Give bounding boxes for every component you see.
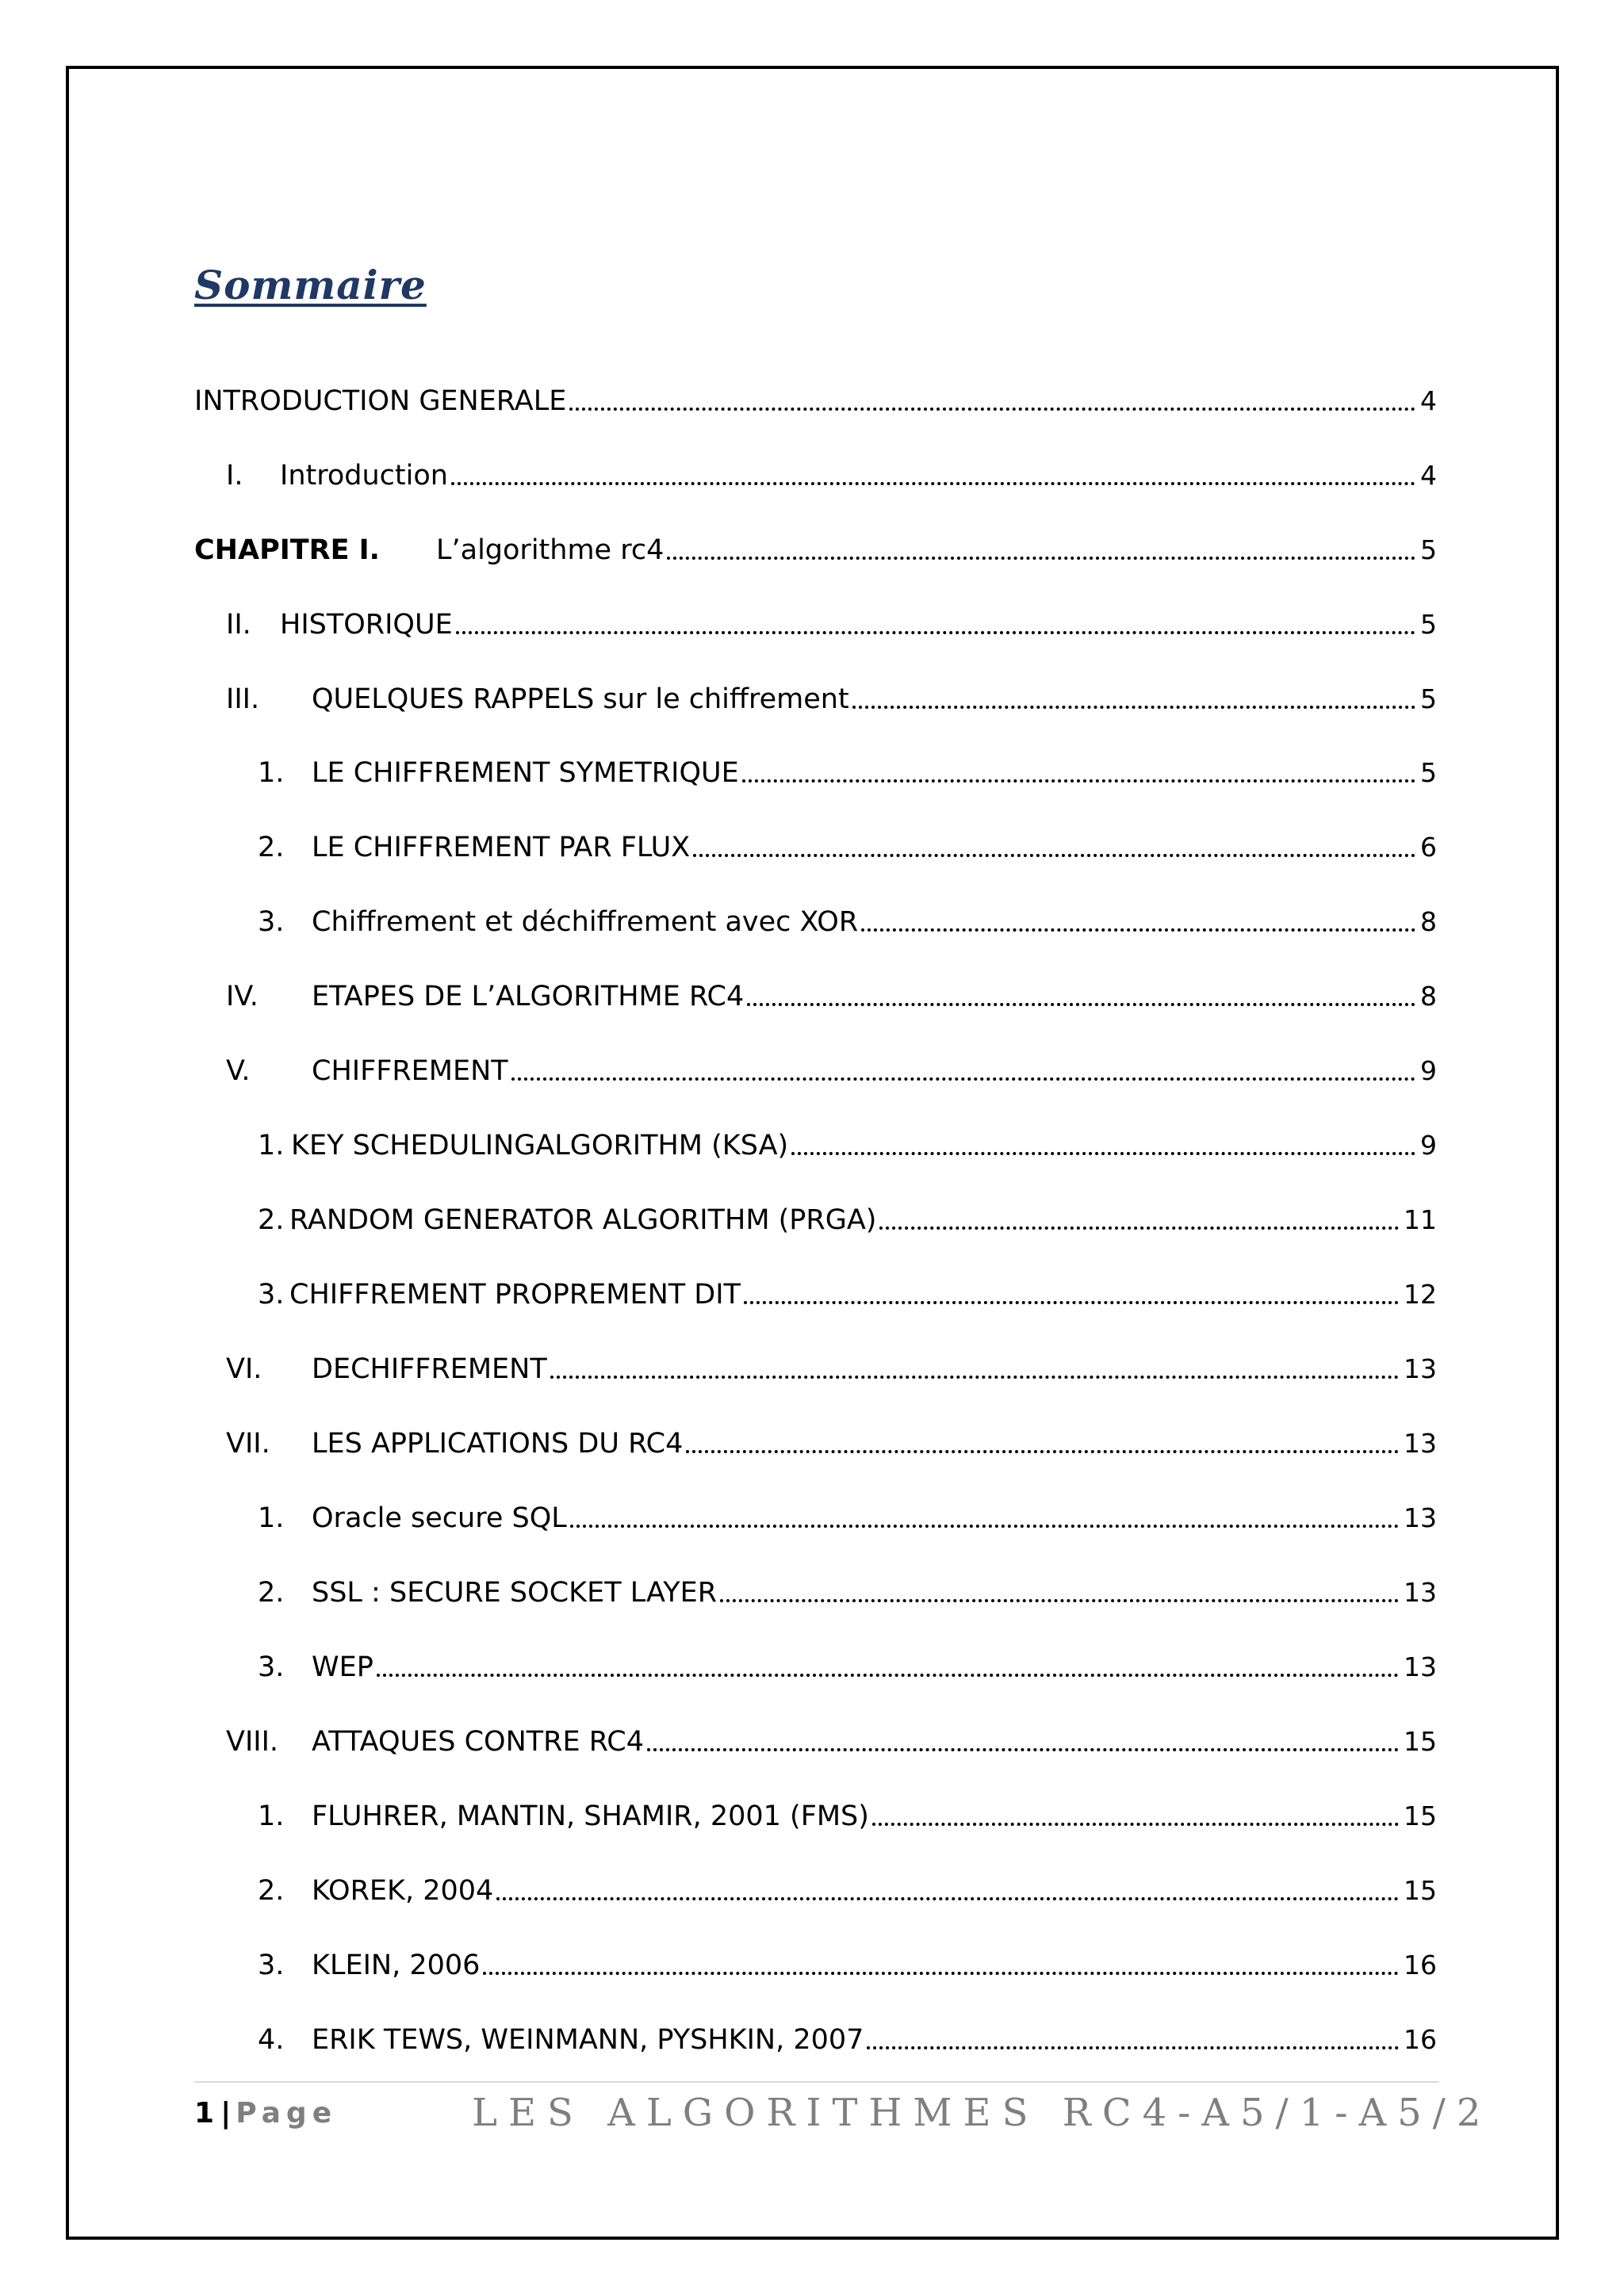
toc-entry-text: Introduction (280, 460, 448, 492)
toc-entry-page: 15 (1404, 1800, 1437, 1831)
toc-leader-dots (747, 1003, 1415, 1006)
toc-entry[interactable] (194, 521, 1437, 568)
toc-entry-text: KOREK, 2004 (312, 1875, 494, 1907)
toc-entry-page: 12 (1404, 1279, 1437, 1310)
toc-entry-text: LE CHIFFREMENT SYMETRIQUE (312, 757, 739, 789)
toc-entry[interactable] (194, 967, 1437, 1015)
toc-entry[interactable] (194, 595, 1437, 643)
toc-entry-page: 5 (1420, 534, 1437, 565)
toc-entry[interactable] (194, 2011, 1437, 2058)
toc-entry-number: VIII. (226, 1726, 279, 1758)
toc-leader-dots (744, 1301, 1399, 1304)
toc-entry-text: LES APPLICATIONS DU RC4 (312, 1428, 684, 1460)
toc-entry[interactable] (194, 818, 1437, 866)
toc-entry-page: 11 (1404, 1204, 1437, 1235)
toc-entry-number: II. (226, 609, 251, 641)
toc-entry-number: 3. (258, 1279, 285, 1311)
toc-entry-page: 4 (1420, 460, 1437, 491)
toc-leader-dots (550, 1376, 1399, 1379)
toc-entry-number: 2. (258, 832, 285, 863)
toc-leader-dots (667, 557, 1415, 560)
toc-entry-page: 13 (1404, 1428, 1437, 1459)
toc-entry-text: Chiffrement et déchiffrement avec XOR (312, 906, 859, 938)
toc-entry-text: L’algorithme rc4 (436, 534, 665, 566)
toc-entry-page: 13 (1404, 1577, 1437, 1608)
footer-page-label: Page (236, 2096, 338, 2130)
footer-separator: | (220, 2096, 232, 2130)
toc-entry-text: FLUHRER, MANTIN, SHAMIR, 2001 (FMS) (312, 1800, 869, 1832)
toc-leader-dots (456, 631, 1415, 634)
toc-entry-text: WEP (312, 1651, 373, 1683)
toc-entry-number: 2. (258, 1204, 285, 1236)
toc-entry-text: CHIFFREMENT PROPREMENT DIT (289, 1279, 741, 1311)
toc-entry-text: ERIK TEWS, WEINMANN, PYSHKIN, 2007 (312, 2024, 864, 2056)
toc-entry-page: 6 (1420, 832, 1437, 863)
toc-entry[interactable] (194, 1265, 1437, 1313)
toc-leader-dots (686, 1450, 1399, 1453)
toc-leader-dots (570, 1525, 1399, 1528)
toc-entry[interactable] (194, 1489, 1437, 1536)
toc-entry-number: VI. (226, 1353, 262, 1385)
toc-entry-number: VII. (226, 1428, 270, 1460)
toc-entry-page: 4 (1420, 385, 1437, 416)
toc-leader-dots (720, 1599, 1399, 1602)
toc-entry[interactable] (194, 372, 1437, 419)
toc-entry-text: KLEIN, 2006 (312, 1950, 481, 1981)
toc-entry-text: LE CHIFFREMENT PAR FLUX (312, 832, 691, 863)
toc-entry-number: 2. (258, 1875, 285, 1907)
toc-entry[interactable] (194, 1862, 1437, 1909)
toc-entry[interactable] (194, 1414, 1437, 1462)
toc-entry[interactable] (194, 744, 1437, 791)
toc-entry-page: 16 (1404, 1950, 1437, 1980)
toc-leader-dots (511, 1077, 1415, 1081)
toc-leader-dots (879, 1226, 1399, 1230)
toc-leader-dots (867, 2046, 1399, 2049)
toc-entry-text: HISTORIQUE (280, 609, 453, 641)
toc-entry-number: 2. (258, 1577, 285, 1609)
toc-entry[interactable] (194, 670, 1437, 718)
toc-entry-number: III. (226, 683, 260, 715)
toc-entry-page: 5 (1420, 683, 1437, 714)
toc-entry-number: 1. (258, 1800, 285, 1832)
footer-divider (194, 2081, 1439, 2083)
toc-entry-page: 16 (1404, 2024, 1437, 2055)
toc-leader-dots (872, 1823, 1399, 1826)
toc-entry-page: 8 (1420, 906, 1437, 937)
toc-entry-text: RANDOM GENERATOR ALGORITHM (PRGA) (289, 1204, 877, 1236)
toc-leader-dots (569, 408, 1415, 411)
toc-entry-number: 3. (258, 906, 285, 938)
toc-entry[interactable] (194, 1191, 1437, 1238)
footer-document-title: LES ALGORITHMES RC4-A5/1-A5/2 (472, 2091, 1492, 2135)
toc-entry-text: DECHIFFREMENT (312, 1353, 547, 1385)
toc-entry[interactable] (194, 1638, 1437, 1686)
toc-leader-dots (791, 1152, 1415, 1155)
toc-entry-text: SSL : SECURE SOCKET LAYER (312, 1577, 718, 1609)
toc-entry-number: 3. (258, 1950, 285, 1981)
toc-leader-dots (496, 1897, 1399, 1900)
toc-entry[interactable] (194, 1712, 1437, 1760)
toc-leader-dots (742, 779, 1415, 783)
toc-entry-number: 4. (258, 2024, 285, 2056)
toc-entry[interactable] (194, 1042, 1437, 1089)
toc-entry[interactable] (194, 893, 1437, 940)
toc-entry-page: 13 (1404, 1502, 1437, 1533)
toc-entry-text: Oracle secure SQL (312, 1502, 567, 1534)
toc-entry-number: 1. (258, 757, 285, 789)
toc-entry-text: INTRODUCTION GENERALE (194, 385, 567, 417)
toc-entry-text: ATTAQUES CONTRE RC4 (312, 1726, 644, 1758)
toc-entry-text: CHIFFREMENT (312, 1055, 508, 1087)
toc-entry-page: 5 (1420, 609, 1437, 640)
toc-leader-dots (483, 1972, 1399, 1975)
toc-leader-dots (852, 706, 1415, 709)
toc-leader-dots (693, 854, 1415, 857)
toc-entry-number: I. (226, 460, 243, 492)
toc-entry-number: 3. (258, 1651, 285, 1683)
toc-leader-dots (377, 1674, 1399, 1677)
toc-entry-page: 8 (1420, 981, 1437, 1012)
footer-page-number: 1 (194, 2096, 215, 2130)
toc-entry-number: 1. (258, 1502, 285, 1534)
toc-entry-text: KEY SCHEDULINGALGORITHM (KSA) (291, 1130, 789, 1161)
toc-entry-number: V. (226, 1055, 251, 1087)
toc-entry-page: 13 (1404, 1651, 1437, 1682)
toc-entry-page: 9 (1420, 1055, 1437, 1086)
toc-entry[interactable] (194, 1116, 1437, 1164)
toc-entry[interactable] (194, 1787, 1437, 1835)
toc-entry-number: IV. (226, 981, 259, 1012)
toc-leader-dots (647, 1748, 1399, 1751)
page-title: Sommaire (194, 262, 427, 308)
toc-entry-page: 5 (1420, 757, 1437, 788)
toc-entry[interactable] (194, 1340, 1437, 1387)
toc-entry-page: 15 (1404, 1726, 1437, 1757)
toc-entry-number: 1. (258, 1130, 285, 1161)
toc-leader-dots (861, 928, 1415, 932)
toc-leader-dots (451, 482, 1415, 485)
toc-entry[interactable] (194, 1936, 1437, 1984)
page-footer (194, 2089, 1492, 2137)
toc-entry[interactable] (194, 1563, 1437, 1611)
toc-entry[interactable] (194, 446, 1437, 494)
toc-entry-page: 13 (1404, 1353, 1437, 1384)
toc-entry-page: 9 (1420, 1130, 1437, 1161)
toc-entry-page: 15 (1404, 1875, 1437, 1906)
toc-entry-number: CHAPITRE I. (194, 534, 380, 566)
toc-entry-text: QUELQUES RAPPELS sur le chiffrement (312, 683, 849, 715)
toc-entry-text: ETAPES DE L’ALGORITHME RC4 (312, 981, 745, 1012)
